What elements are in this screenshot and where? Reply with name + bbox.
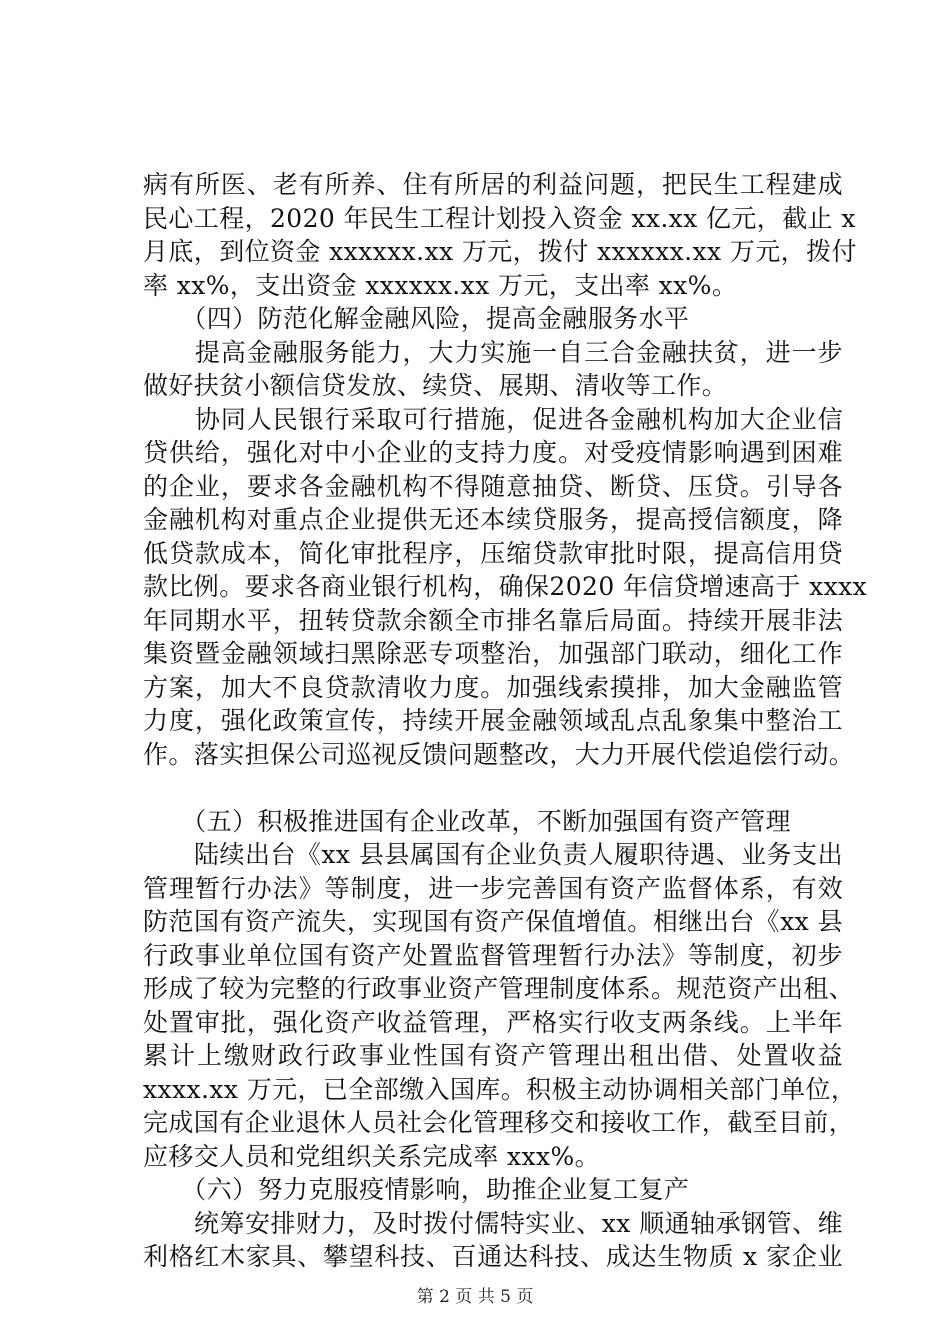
text-line: 低贷款成本，简化审批程序，压缩贷款审批时限，提高信用贷 — [143, 538, 843, 568]
blank-line — [143, 771, 843, 805]
text-line: 方案，加大不良贷款清收力度。加强线索摸排，加大金融监管 — [143, 672, 843, 702]
text-line: 行政事业单位国有资产处置监督管理暂行办法》等制度，初步 — [143, 940, 843, 970]
document-body — [143, 168, 868, 1274]
text-line: 利格红木家具、攀望科技、百通达科技、成达生物质 x 家企业 — [143, 1242, 843, 1271]
text-line: 的企业，要求各金融机构不得随意抽贷、断贷、压贷。引导各 — [143, 471, 843, 501]
text-line: 处置审批，强化资产收益管理，严格实行收支两条线。上半年 — [143, 1007, 843, 1037]
text-line: 管理暂行办法》等制度，进一步完善国有资产监督体系，有效 — [143, 873, 843, 903]
text-line: 应移交人员和党组织关系完成率 xxx%。 — [143, 1141, 601, 1171]
text-line: 率 xx%，支出资金 xxxxxx.xx 万元，支出率 xx%。 — [143, 270, 738, 300]
text-line: 统筹安排财力，及时拨付儒特实业、xx 顺通轴承钢管、维 — [143, 1208, 843, 1238]
text-line: 累计上缴财政行政事业性国有资产管理出租出借、处置收益 — [143, 1041, 843, 1070]
text-line: 民心工程，2020 年民生工程计划投入资金 xx.xx 亿元，截止 x — [143, 203, 856, 233]
text-line: xxxx.xx 万元，已全部缴入国库。积极主动协调相关部门单位， — [143, 1074, 857, 1104]
text-line: 做好扶贫小额信贷发放、续贷、展期、清收等工作。 — [143, 371, 728, 400]
text-line: 形成了较为完整的行政事业资产管理制度体系。规范资产出租、 — [143, 974, 855, 1003]
text-line: 提高金融服务能力，大力实施一自三合金融扶贫，进一步 — [143, 337, 843, 367]
text-line: 年同期水平，扭转贷款余额全市排名靠后局面。持续开展非法 — [143, 605, 843, 635]
text-line: 月底，到位资金 xxxxxx.xx 万元，拨付 xxxxxx.xx 万元，拨付 — [143, 237, 857, 266]
text-line: 完成国有企业退休人员社会化管理移交和接收工作，截至目前， — [143, 1108, 855, 1137]
text-line: （四）防范化解金融风险，提高金融服务水平 — [143, 304, 690, 333]
text-line: 集资暨金融领域扫黑除恶专项整治，加强部门联动，细化工作 — [143, 639, 843, 668]
text-line: 款比例。要求各商业银行机构，确保2020 年信贷增速高于 xxxx — [143, 572, 868, 601]
text-line: 作。落实担保公司巡视反馈问题整改，大力开展代偿追偿行动。 — [143, 739, 855, 769]
text-line: 防范国有资产流失，实现国有资产保值增值。相继出台《xx 县 — [143, 907, 843, 936]
page-footer: 第 2 页 共 5 页 — [416, 1287, 534, 1307]
text-line: （五）积极推进国有企业改革，不断加强国有资产管理 — [143, 806, 791, 836]
text-line: 金融机构对重点企业提供无还本续贷服务，提高授信额度，降 — [143, 505, 843, 534]
text-line: 协同人民银行采取可行措施，促进各金融机构加大企业信 — [143, 404, 843, 434]
text-line: 贷供给，强化对中小企业的支持力度。对受疫情影响遇到困难 — [143, 438, 843, 467]
text-line: 病有所医、老有所养、住有所居的利益问题，把民生工程建成 — [143, 170, 843, 199]
text-line: （六）努力克服疫情影响，助推企业复工复产 — [143, 1175, 690, 1204]
text-line: 力度，强化政策宣传，持续开展金融领域乱点乱象集中整治工 — [143, 706, 843, 735]
text-line: 陆续出台《xx 县县属国有企业负责人履职待遇、业务支出 — [143, 840, 843, 869]
